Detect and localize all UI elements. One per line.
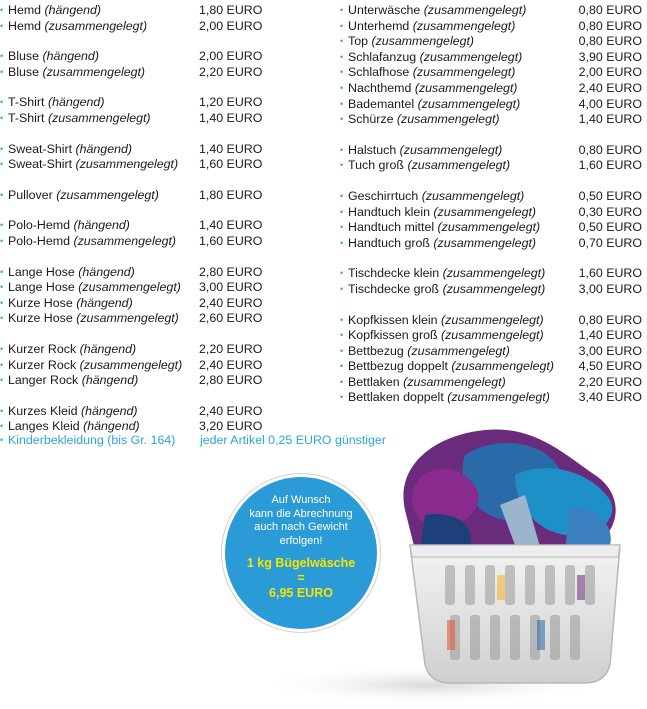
item-price: 2,60 EURO xyxy=(199,311,263,326)
bullet-icon: • xyxy=(340,283,344,294)
bullet-icon: • xyxy=(340,330,344,341)
price-group xyxy=(0,265,290,327)
price-row xyxy=(340,3,645,19)
bullet-icon: • xyxy=(0,189,4,200)
price-row xyxy=(340,205,645,221)
item-price: 2,00 EURO xyxy=(199,49,263,64)
item-condition: (zusammengelegt) xyxy=(414,80,518,95)
bullet-icon: • xyxy=(0,282,4,293)
bullet-icon: • xyxy=(0,375,4,386)
item-condition: (zusammengelegt) xyxy=(75,157,179,172)
bullet-icon: • xyxy=(340,114,344,125)
item-price: 0,80 EURO xyxy=(578,312,642,327)
price-row xyxy=(0,265,290,281)
item-price: 3,00 EURO xyxy=(578,281,642,296)
item-name: Langes Kleid xyxy=(8,419,80,434)
bullet-icon: • xyxy=(0,159,4,170)
bullet-icon: • xyxy=(0,297,4,308)
price-row xyxy=(340,266,645,282)
item-price: 3,00 EURO xyxy=(199,280,263,295)
bullet-icon: • xyxy=(340,144,344,155)
item-condition: (zusammengelegt) xyxy=(437,220,541,235)
item-price: 0,80 EURO xyxy=(578,34,642,49)
item-price: 1,40 EURO xyxy=(578,112,642,127)
bullet-icon: • xyxy=(0,5,4,15)
item-name: Unterhemd xyxy=(348,18,410,33)
price-row xyxy=(0,142,290,158)
price-group xyxy=(340,266,645,297)
item-condition: (zusammengelegt) xyxy=(412,65,516,80)
price-list-right xyxy=(340,3,645,421)
price-row xyxy=(340,390,645,406)
item-price: 2,40 EURO xyxy=(199,295,263,310)
item-name: Bluse xyxy=(8,64,39,79)
price-group xyxy=(340,3,645,128)
price-row xyxy=(340,236,645,252)
price-row xyxy=(0,280,290,296)
item-condition: (hängend) xyxy=(75,141,132,156)
item-name: Bettbezug doppelt xyxy=(348,359,448,374)
item-price: 1,60 EURO xyxy=(199,157,263,172)
item-price: 2,20 EURO xyxy=(199,341,263,356)
item-condition: (zusammengelegt) xyxy=(47,110,151,125)
item-price: 1,20 EURO xyxy=(199,95,263,110)
item-name: Hemd xyxy=(8,18,42,33)
item-condition: (hängend) xyxy=(42,49,99,64)
price-row xyxy=(0,373,290,389)
item-price: 0,50 EURO xyxy=(578,188,642,203)
item-condition: (hängend) xyxy=(76,295,133,310)
item-price: 4,00 EURO xyxy=(578,96,642,111)
price-row xyxy=(0,234,290,250)
price-row xyxy=(340,344,645,360)
item-name: Top xyxy=(348,34,368,49)
price-row xyxy=(0,311,290,327)
bullet-icon: • xyxy=(340,392,344,403)
price-row xyxy=(340,81,645,97)
item-condition: (zusammengelegt) xyxy=(412,18,516,33)
item-name: Pullover xyxy=(8,187,53,202)
item-condition: (zusammengelegt) xyxy=(56,187,159,202)
price-group xyxy=(0,218,290,249)
item-price: 3,00 EURO xyxy=(578,343,642,358)
price-group xyxy=(340,189,645,251)
item-name: Kopfkissen klein xyxy=(348,312,438,327)
badge-highlight: 1 kg Bügelwäsche xyxy=(246,556,356,570)
badge-line: kann die Abrechnung xyxy=(249,507,353,520)
bullet-icon: • xyxy=(340,51,344,62)
price-group xyxy=(0,342,290,389)
bullet-icon: • xyxy=(0,435,4,445)
price-row xyxy=(0,157,290,173)
item-condition: (zusammengelegt) xyxy=(73,233,177,248)
price-row xyxy=(0,49,290,65)
item-name: Bettbezug xyxy=(348,343,404,358)
item-price: 0,70 EURO xyxy=(578,235,642,250)
bullet-icon: • xyxy=(0,66,4,77)
item-name: Kurzer Rock xyxy=(8,341,77,356)
item-price: 1,60 EURO xyxy=(578,266,642,281)
item-name: Lange Hose xyxy=(8,264,75,279)
item-price: 1,60 EURO xyxy=(199,233,263,248)
item-price: 2,40 EURO xyxy=(578,80,642,95)
item-condition: (hängend) xyxy=(73,218,130,233)
bullet-icon: • xyxy=(0,220,4,231)
bullet-icon: • xyxy=(340,5,344,15)
price-row xyxy=(0,111,290,127)
item-name: Hemd xyxy=(8,3,42,17)
item-condition: (zusammengelegt) xyxy=(79,357,183,372)
bullet-icon: • xyxy=(0,405,4,416)
item-condition: (zusammengelegt) xyxy=(433,235,537,250)
item-name: Langer Rock xyxy=(8,373,79,388)
price-row xyxy=(0,19,290,35)
item-name: Sweat-Shirt xyxy=(8,141,73,156)
bullet-icon: • xyxy=(0,143,4,154)
price-row xyxy=(340,50,645,66)
item-price: 3,90 EURO xyxy=(578,49,642,64)
item-name: Schlafhose xyxy=(348,65,410,80)
item-condition: (zusammengelegt) xyxy=(78,280,181,295)
item-price: 2,40 EURO xyxy=(199,403,263,418)
item-condition: (zusammengelegt) xyxy=(76,311,179,326)
item-condition: (zusammengelegt) xyxy=(451,359,554,374)
item-condition: (hängend) xyxy=(78,264,135,279)
item-condition: (zusammengelegt) xyxy=(447,390,550,405)
bullet-icon: • xyxy=(340,98,344,109)
price-group xyxy=(0,188,290,204)
badge-line: Auf Wunsch xyxy=(271,494,331,506)
item-name: Unterwäsche xyxy=(348,3,421,17)
price-row xyxy=(0,65,290,81)
kinder-discount: jeder Artikel 0,25 EURO günstiger xyxy=(200,433,386,447)
item-condition: (zusammengelegt) xyxy=(407,343,510,358)
bullet-icon: • xyxy=(0,97,4,108)
item-price: 2,80 EURO xyxy=(199,373,263,388)
item-price: 2,00 EURO xyxy=(199,18,263,33)
weight-pricing-badge xyxy=(222,474,380,632)
bullet-icon: • xyxy=(0,359,4,370)
price-row xyxy=(0,296,290,312)
bullet-icon: • xyxy=(340,82,344,93)
bullet-icon: • xyxy=(0,313,4,324)
item-name: Kurzes Kleid xyxy=(8,403,78,418)
kinder-label: • Kinderbekleidung (bis Gr. 164) xyxy=(0,433,176,447)
bullet-icon: • xyxy=(0,235,4,246)
price-row xyxy=(0,342,290,358)
item-price: 3,40 EURO xyxy=(578,390,642,405)
item-name: T-Shirt xyxy=(8,95,45,110)
item-name: Bettlaken xyxy=(348,374,400,389)
item-name: Halstuch xyxy=(348,142,397,157)
bullet-icon: • xyxy=(340,160,344,171)
bullet-icon: • xyxy=(340,67,344,78)
price-row xyxy=(0,3,290,19)
item-name: Kurzer Rock xyxy=(8,357,77,372)
item-condition: (zusammengelegt) xyxy=(433,204,537,219)
item-name: Lange Hose xyxy=(8,280,75,295)
badge-line: erfolgen! xyxy=(279,534,323,547)
item-condition: (hängend) xyxy=(81,373,139,388)
bullet-icon: • xyxy=(340,376,344,387)
bullet-icon: • xyxy=(0,112,4,123)
price-row xyxy=(340,375,645,391)
bullet-icon: • xyxy=(0,51,4,62)
price-group xyxy=(0,49,290,80)
item-name: Kurze Hose xyxy=(8,295,73,310)
item-condition: (zusammengelegt) xyxy=(417,96,521,111)
price-row xyxy=(0,188,290,204)
price-row xyxy=(340,19,645,35)
item-condition: (zusammengelegt) xyxy=(421,188,525,203)
item-name: Kopfkissen groß xyxy=(348,328,438,343)
item-name: Geschirrtuch xyxy=(348,188,419,203)
item-condition: (hängend) xyxy=(79,341,137,356)
item-name: Tuch groß xyxy=(348,158,405,173)
item-name: Handtuch mittel xyxy=(348,220,435,235)
item-price: 1,40 EURO xyxy=(199,141,263,156)
price-row xyxy=(340,112,645,128)
item-name: Bettlaken doppelt xyxy=(348,390,444,405)
item-price: 1,40 EURO xyxy=(578,328,642,343)
item-price: 1,80 EURO xyxy=(199,3,263,17)
item-condition: (hängend) xyxy=(44,3,102,17)
price-row xyxy=(340,143,645,159)
item-condition: (zusammengelegt) xyxy=(371,34,475,49)
bullet-icon: • xyxy=(340,20,344,31)
price-row xyxy=(0,95,290,111)
item-condition: (hängend) xyxy=(47,95,105,110)
price-group xyxy=(340,313,645,407)
price-row xyxy=(0,358,290,374)
item-condition: (zusammengelegt) xyxy=(441,312,544,327)
item-condition: (zusammengelegt) xyxy=(442,281,546,296)
item-price: 0,80 EURO xyxy=(578,3,642,17)
bullet-icon: • xyxy=(340,314,344,325)
bullet-icon: • xyxy=(340,190,344,201)
price-row xyxy=(340,189,645,205)
item-condition: (zusammengelegt) xyxy=(407,158,511,173)
item-condition: (zusammengelegt) xyxy=(396,112,500,127)
item-price: 0,30 EURO xyxy=(578,204,642,219)
item-name: Schürze xyxy=(348,112,394,127)
item-price: 2,80 EURO xyxy=(199,264,263,279)
price-list-left xyxy=(0,3,290,450)
price-row xyxy=(340,328,645,344)
bullet-icon: • xyxy=(0,343,4,354)
bullet-icon: • xyxy=(340,345,344,356)
badge-line: auch nach Gewicht xyxy=(254,521,348,533)
item-price: 0,80 EURO xyxy=(578,142,642,157)
item-price: 1,40 EURO xyxy=(199,110,263,125)
item-name: T-Shirt xyxy=(8,110,45,125)
item-price: 2,20 EURO xyxy=(199,64,263,79)
item-price: 1,40 EURO xyxy=(199,218,263,233)
bullet-icon: • xyxy=(0,421,4,432)
item-price: 0,50 EURO xyxy=(578,220,642,235)
bullet-icon: • xyxy=(0,20,4,31)
bullet-icon: • xyxy=(340,222,344,233)
item-price: 2,40 EURO xyxy=(199,357,263,372)
item-price: 2,00 EURO xyxy=(578,65,642,80)
price-row xyxy=(340,158,645,174)
price-row xyxy=(340,97,645,113)
item-name: Kurze Hose xyxy=(8,311,73,326)
bullet-icon: • xyxy=(340,237,344,248)
item-name: Bademantel xyxy=(348,96,415,111)
item-price: 1,80 EURO xyxy=(199,187,263,202)
price-row xyxy=(340,65,645,81)
item-condition: (zusammengelegt) xyxy=(423,3,527,17)
item-condition: (zusammengelegt) xyxy=(42,64,146,79)
item-price: 1,60 EURO xyxy=(578,158,642,173)
item-name: Tischdecke klein xyxy=(348,266,440,281)
bullet-icon: • xyxy=(340,206,344,217)
item-name: Sweat-Shirt xyxy=(8,157,73,172)
item-condition: (hängend) xyxy=(81,403,138,418)
badge-highlight: = xyxy=(297,571,305,585)
item-name: Bluse xyxy=(8,49,39,64)
item-name: Polo-Hemd xyxy=(8,233,70,248)
bullet-icon: • xyxy=(340,36,344,47)
item-name: Polo-Hemd xyxy=(8,218,70,233)
item-condition: (zusammengelegt) xyxy=(44,18,148,33)
item-name: Schlafanzug xyxy=(348,49,417,64)
price-group xyxy=(0,3,290,34)
price-group xyxy=(0,142,290,173)
item-price: 4,50 EURO xyxy=(578,359,642,374)
price-row xyxy=(340,282,645,298)
item-price: 0,80 EURO xyxy=(578,18,642,33)
price-row xyxy=(340,359,645,375)
price-group xyxy=(340,143,645,174)
price-row xyxy=(340,34,645,50)
item-condition: (zusammengelegt) xyxy=(399,142,503,157)
price-row xyxy=(340,220,645,236)
badge-highlight: 6,95 EURO xyxy=(269,586,333,600)
item-name: Nachthemd xyxy=(348,80,412,95)
item-condition: (zusammengelegt) xyxy=(403,374,506,389)
item-condition: (zusammengelegt) xyxy=(440,328,544,343)
item-condition: (zusammengelegt) xyxy=(442,266,546,281)
item-price: 3,20 EURO xyxy=(199,419,263,434)
price-row xyxy=(340,313,645,329)
item-name: Handtuch klein xyxy=(348,204,430,219)
price-group xyxy=(0,95,290,126)
item-name: Tischdecke groß xyxy=(348,281,440,296)
item-condition: (hängend) xyxy=(83,419,140,434)
price-row xyxy=(0,218,290,234)
item-price: 2,20 EURO xyxy=(578,374,642,389)
bullet-icon: • xyxy=(340,361,344,372)
bullet-icon: • xyxy=(340,268,344,279)
item-name: Handtuch groß xyxy=(348,235,430,250)
item-condition: (zusammengelegt) xyxy=(419,49,523,64)
bullet-icon: • xyxy=(0,266,4,277)
